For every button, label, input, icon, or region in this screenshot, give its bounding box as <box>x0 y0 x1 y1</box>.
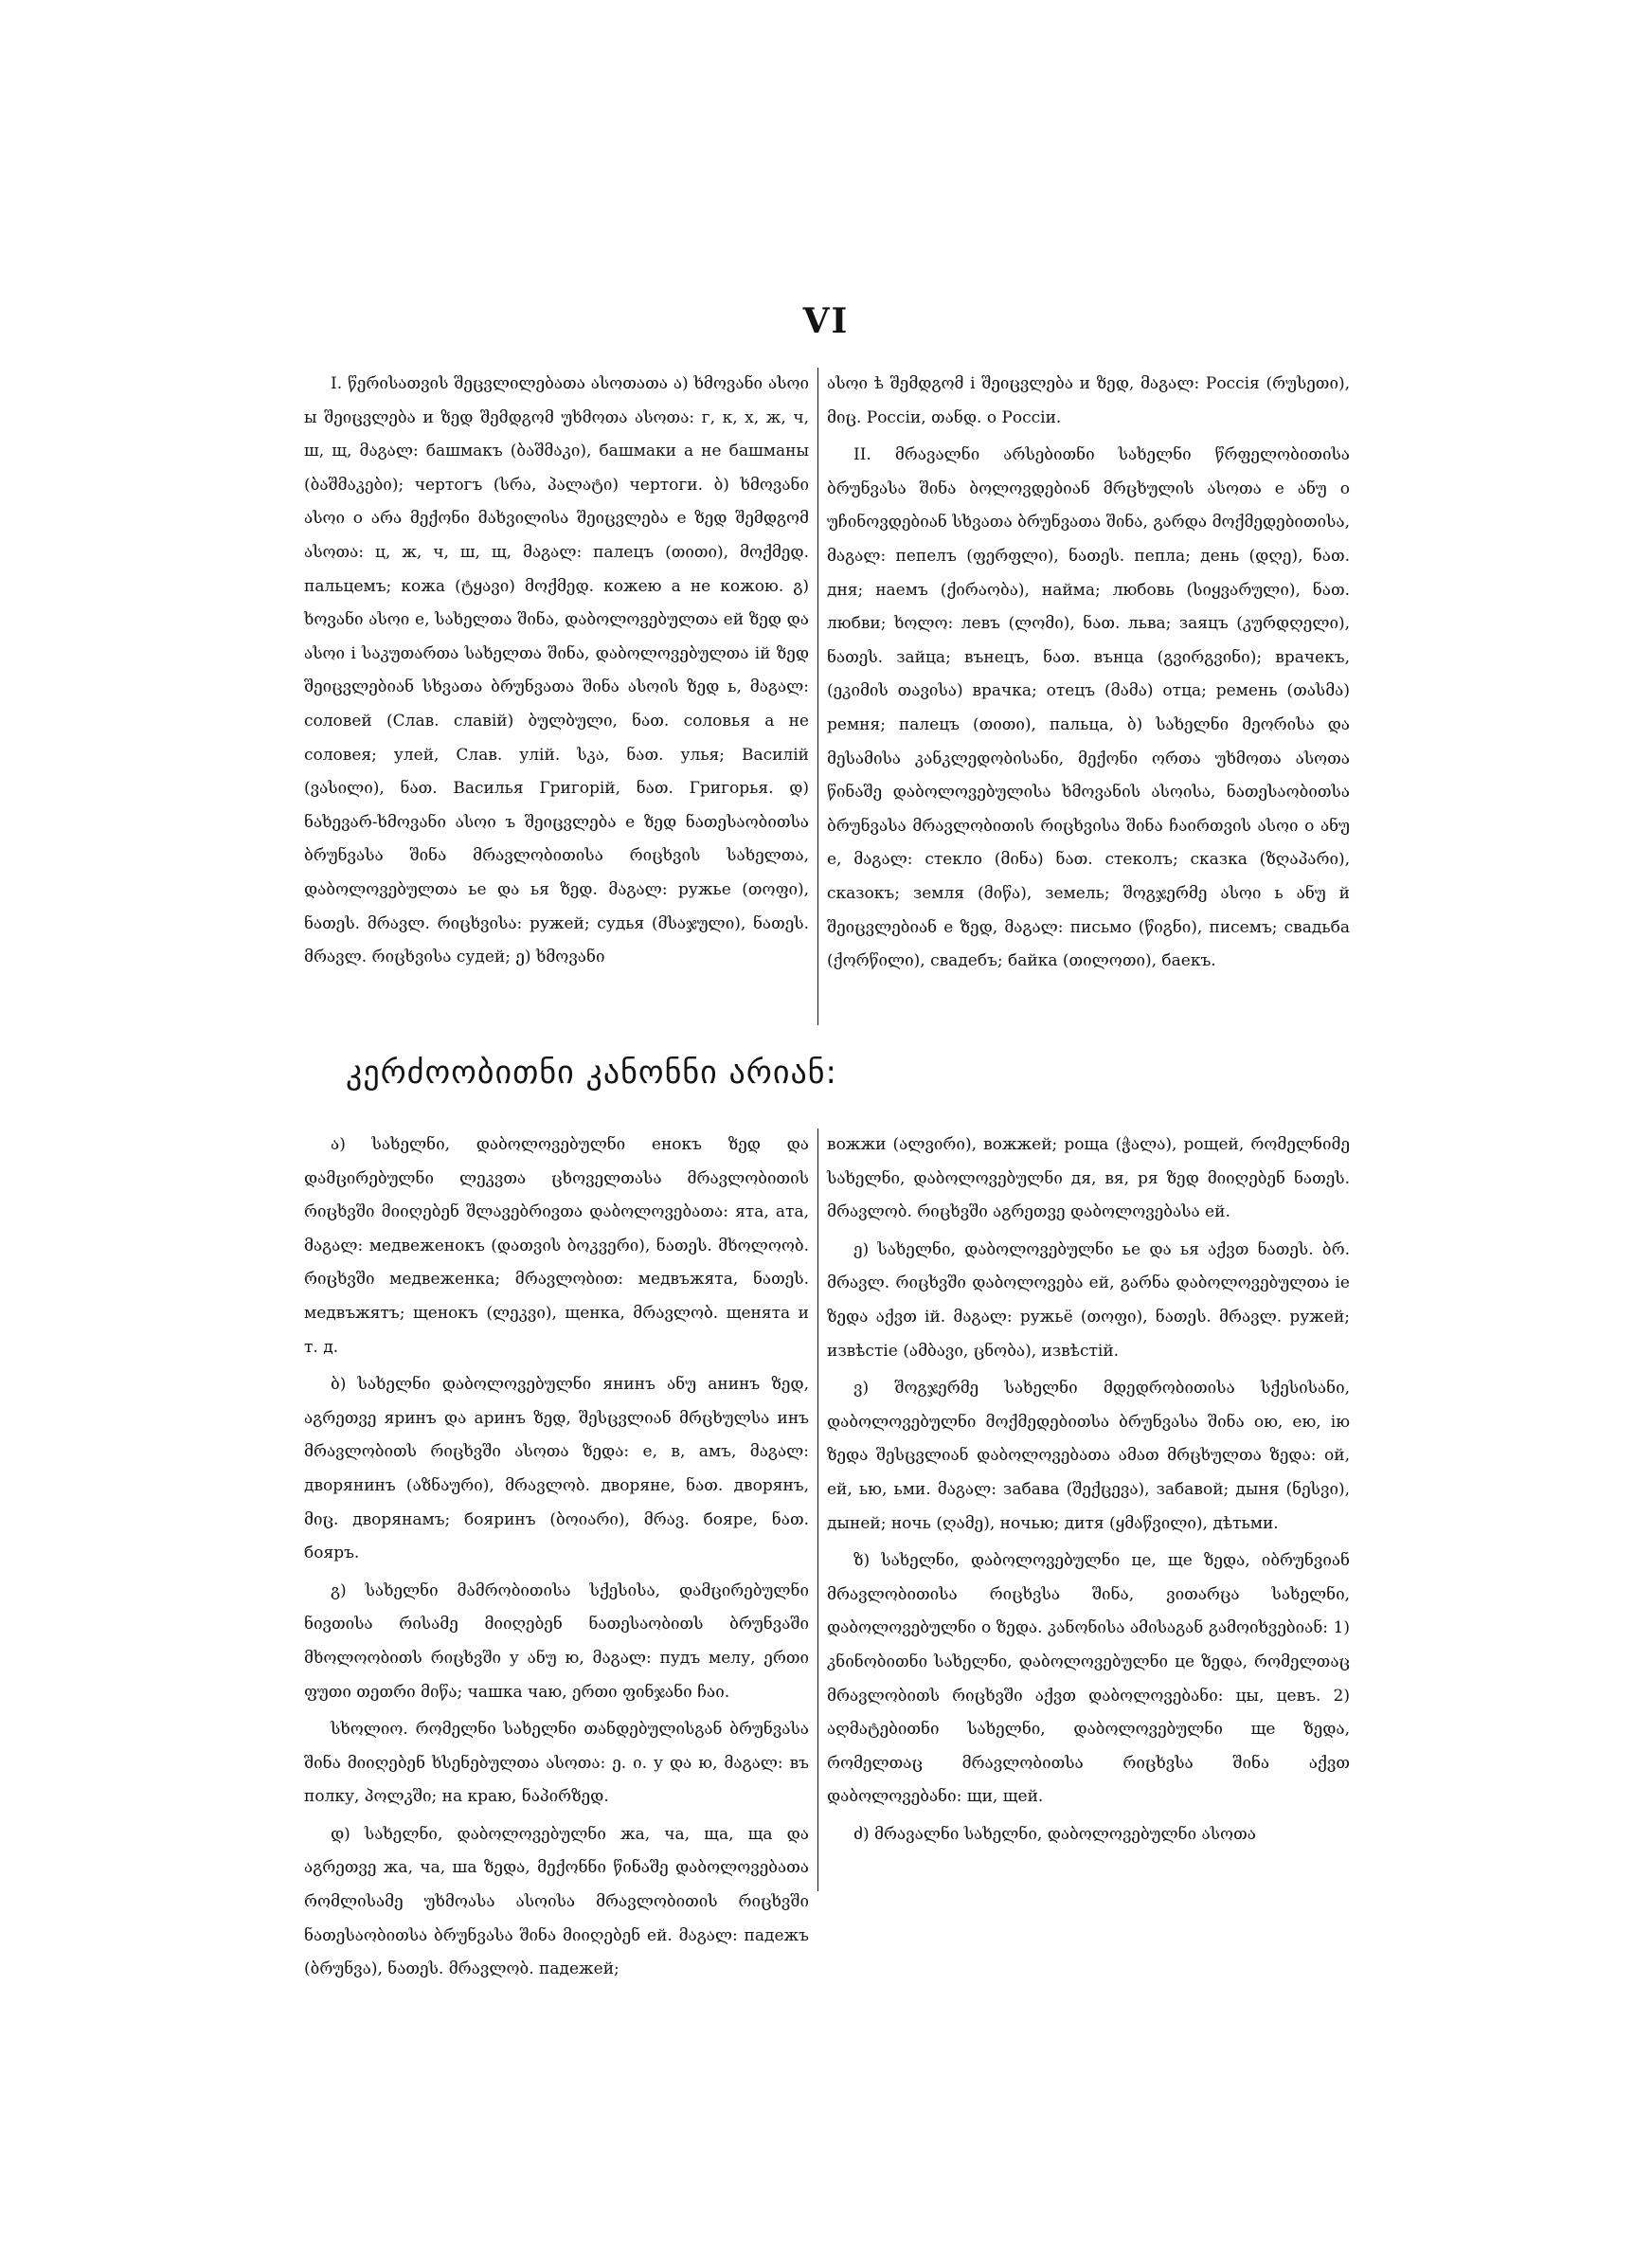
paragraph: ე) სახელნი, დაბოლოვებულნი ье და ья აქვთ ნათეს. ბრ. მრავლ. რიცხვში დაბოლოვება ей, გარნა დაბოლოვებულთა ie ზედა აქვთ iй. მაგალ: ружьё (თოფი), ნათეს. მრავლ. ружей; извѣстіе (ამბავი, ცნობა), извѣстій. <box>827 1239 1350 1361</box>
paragraph: სხოლიო. რომელნი სახელნი თანდებულისგან ბრუნვასა შინა მიიღებენ ხსენებულთა ასოთა: ე. ი. у და ю, მაგალ: въ полку, პოლკში; на краю, ნაპირზედ. <box>304 1720 809 1807</box>
paragraph: ბ) სახელნი დაბოლოვებულნი янинъ ანუ анинъ ზედ, აგრეთვე яринъ და аринъ ზედ, შესცვლიან მრცხულსა инъ მრავლობითს რიცხვში ასოთა ზედა: е, в, амъ, მაგალ: дворянинъ (აზნაური), მრავლობ. дворяне, ნათ. дворянъ, მიც. дворянамъ; бояринъ (ბოიარი), მრავ. бояре, ნათ. бояръ. <box>304 1375 809 1563</box>
paragraph: I. წერისათვის შეცვლილებათა ასოთათა ა) ხმოვანი ასოი ы შეიცვლება и ზედ შემდგომ უხმოთა ასოთა: г, к, х, ж, ч, ш, щ, მაგალ: башмакъ (ბაშმაკი), башмаки а не башманы (ბაშმაკები); чертогъ (სრა, პალატი) чертоги. ბ) ხმოვანი ასოი о არა მექონი მახვილისა შეიცვლება е ზედ შემდგომ ასოთა: ц, ж, ч, ш, щ, მაგალ: палецъ (თითი), მოქმედ. пальцемъ; кожа (ტყავი) მოქმედ. кожею а не кожою. გ) ხოვანი ასოი е, სახელთა შინა, დაბოლოვებულთა ей ზედ და ასოი i საკუთართა სახელთა შინა, დაბოლოვებულთა iй ზედ შეიცვლებიან სხვათა ბრუნვათა შინა ასოის ზედ ь, მაგალ: соловей (Слав. славій) ბულბული, ნათ. соловья а не соловея; улей, Слав. улій. სკა, ნათ. улья; Василій (ვასილი), ნათ. Василья Григорій, ნათ. Григорья. დ) ნახევარ-ხმოვანი ასოი ъ შეიცვლება е ზედ ნათესაობითსა ბრუნვასა შინა მრავლობითისა რიცხვის სახელთა, დაბოლოვებულთა ье და ья ზედ. მაგალ: ружье (თოფი), ნათეს. მრავლ. რიცხვისა: ружей; судья (მსაჯული), ნათეს. მრავლ. რიცხვისა судей; ე) ხმოვანი <box>304 374 809 967</box>
bottom-left-column <box>304 1128 809 1979</box>
column-divider <box>817 368 818 1025</box>
top-left-column <box>304 368 809 1025</box>
column-divider <box>817 1128 818 1891</box>
paragraph: ზ) სახელნი, დაბოლოვებულნი це, ще ზედა, იბრუნვიან მრავლობითისა რიცხვსა შინა, ვითარცა სახელნი, დაბოლოვებულნი о ზედა. კანონისა ამისაგან გამოიხვებიან: 1) კნინობითნი სახელნი, დაბოლოვებულნი це ზედა, რომელთაც მრავლობითს რიცხვში აქვთ დაბოლოვებანი: цы, цевъ. 2) აღმატებითნი სახელნი, დაბოლოვებულნი ще ზედა, რომელთაც მრავლობითსა რიცხვსა შინა აქვთ დაბოლოვებანი: щи, щей. <box>827 1551 1350 1807</box>
paragraph: დ) სახელნი, დაბოლოვებულნი жа, ча, ща, ща და აგრეთვე жа, ча, ша ზედა, მექონნი წინაშე დაბოლოვებათა რომლისამე უხმოასა ასოისა მრავლობითის რიცხვში ნათესაობითსა ბრუნვასა შინა მიიღებენ ей. მაგალ: падежъ (ბრუნვა), ნათეს. მრავლობ. падежей; <box>304 1824 809 1979</box>
page-number: VI <box>802 301 850 341</box>
top-right-column <box>827 368 1350 1025</box>
paragraph: вожжи (ალვირი), вожжей; роща (ჭალა), рощей, რომელნიმე სახელნი, დაბოლოვებულნი дя, вя, ря ზედ მიიღებენ ნათეს. მრავლობ. რიცხვში აგრეთვე დაბოლოვებასა ей. <box>827 1135 1350 1222</box>
section-heading: კერძოობითნი კანონნი არიან: <box>346 1054 837 1092</box>
paragraph: გ) სახელნი მამრობითისა სქესისა, დამცირებულნი ნივთისა რისამე მიიღებენ ნათესაობითს ბრუნვაში მხოლოობითს რიცხვში у ანუ ю, მაგალ: пудъ мелу, ერთი ფუთი თეთრი მიწა; чашка чаю, ერთი ფინჯანი ჩაი. <box>304 1580 809 1702</box>
paragraph: II. მრავალნი არსებითნი სახელნი წრფელობითისა ბრუნვასა შინა ბოლოვდებიან მრცხულის ასოთა е ანუ о უჩინოვდებიან სხვათა ბრუნვათა შინა, გარდა მოქმედებითისა, მაგალ: пепелъ (ფერფლი), ნათეს. пепла; день (დღე), ნათ. дня; наемъ (ქირაობა), найма; любовь (სიყვარული), ნათ. любви; ხოლო: левъ (ლომი), ნათ. льва; заяцъ (კურდღელი), ნათეს. зайца; вънецъ, ნათ. вънца (გვირგვინი); врачекъ, (ეკიმის თავისა) врачка; отецъ (მამა) отца; ремень (თასმა) ремня; палецъ (თითი), пальца, ბ) სახელნი მეორისა და მესამისა კანკლედობისანი, მექონი ორთა უხმოთა ასოთა წინაშე დაბოლოვებულისა ხმოვანის ასოისა, ნათესაობითსა ბრუნვასა მრავლობითის რიცხვისა შინა ჩაირთვის ასოი о ანუ е, მაგალ: стекло (მინა) ნათ. стеколъ; сказка (ზღაპარი), сказокъ; земля (მიწა), земель; შოგჯერმე ასოი ь ანუ й შეიცვლებიან е ზედ, მაგალ: письмо (წიგნი), писемъ; свадьба (ქორწილი), свадебъ; байка (თილოთი), баекъ. <box>827 445 1350 971</box>
bottom-right-column <box>827 1128 1350 1891</box>
paragraph: ასოი ѣ შემდგომ i შეიცვლება и ზედ, მაგალ: Россія (რუსეთი), მიც. Россіи, თანდ. о Россіи. <box>827 374 1350 427</box>
paragraph: ვ) შოგჯერმე სახელნი მდედრობითისა სქესისანი, დაბოლოვებულნი მოქმედებითსა ბრუნვასა შინა ою, ею, ію ზედა შესცვლიან დაბოლოვებათა ამათ მრცხულთა ზედა: ой, ей, ью, ьми. მაგალ: забава (შექცევა), забавой; дыня (ნესვი), дыней; ночь (ღამე), ночью; дитя (ყმაწვილი), дѣтьми. <box>827 1379 1350 1533</box>
paragraph: ძ) მრავალნი სახელნი, დაბოლოვებულნი ასოთა <box>853 1824 1256 1844</box>
paragraph: ა) სახელნი, დაბოლოვებულნი енокъ ზედ და დამცირებულნი ლეკვთა ცხოველთასა მრავლობითის რიცხვში მიიღებენ შლავებრივთა დაბოლოვებათა: ята, ата, მაგალ: медвеженокъ (დათვის ბოკვერი), ნათეს. მხოლოობ. რიცხვში медвеженка; მრავლობით: медвъжята, ნათეს. медвъжятъ; щенокъ (ლეკვი), щенка, მრავლობ. щенята и т. д. <box>304 1135 809 1357</box>
